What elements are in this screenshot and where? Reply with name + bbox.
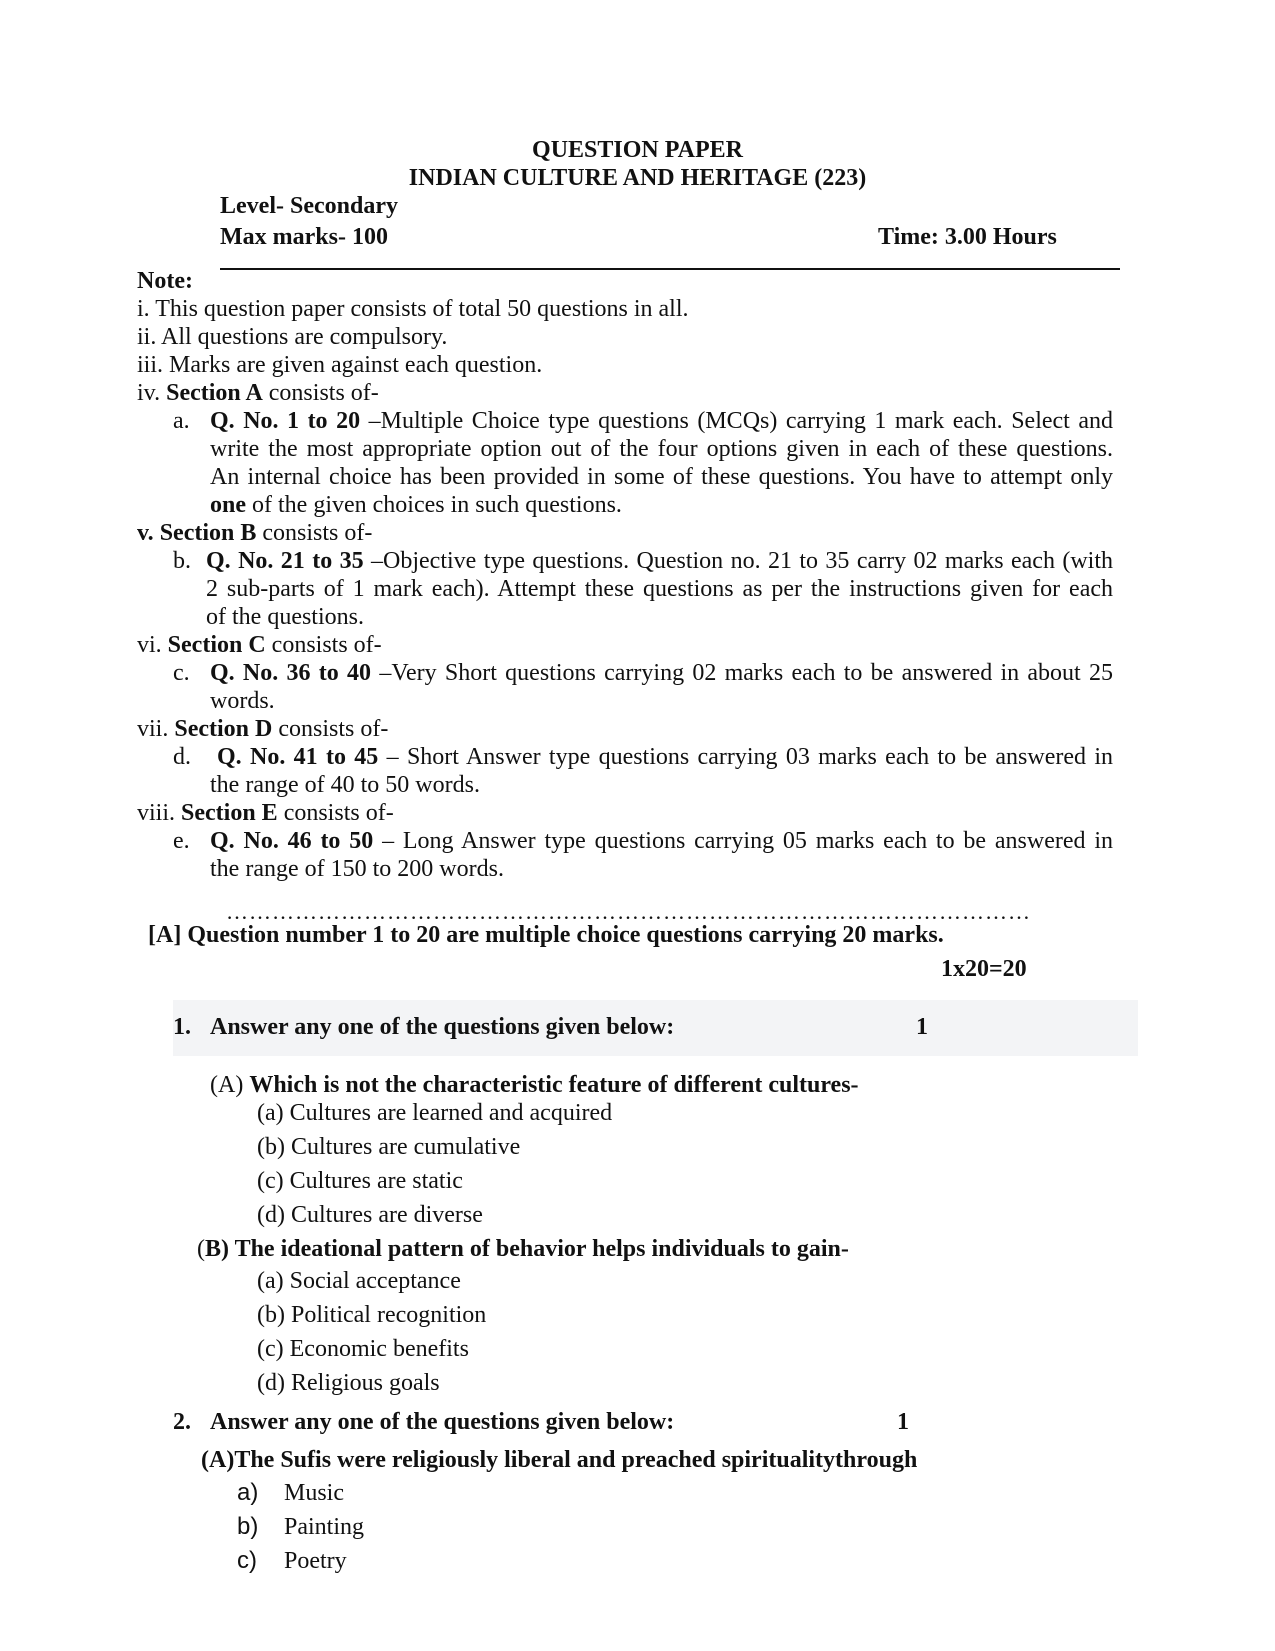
- question-number: 1.: [173, 1014, 191, 1040]
- option: (c) Economic benefits: [257, 1336, 469, 1362]
- paper-subject: INDIAN CULTURE AND HERITAGE (223): [408, 165, 867, 191]
- list-letter: c.: [173, 660, 190, 686]
- note-item: iii. Marks are given against each question.: [137, 352, 543, 378]
- question-part-b: (B) The ideational pattern of behavior helps individuals to gain-: [197, 1236, 849, 1262]
- section-d-desc-line: Q. No. 41 to 45 – Short Answer type questions carrying 03 marks each to be answered in: [217, 744, 1113, 770]
- note-heading: Note:: [137, 268, 193, 294]
- option: (c) Cultures are static: [257, 1168, 463, 1194]
- note-item: i. This question paper consists of total 50 questions in all.: [137, 296, 689, 322]
- option-letter: a): [237, 1479, 259, 1506]
- dotted-divider: ……………………………………………………………………………………………: [226, 899, 1031, 924]
- list-letter: d.: [173, 744, 191, 770]
- paper-title: QUESTION PAPER: [532, 137, 743, 163]
- max-marks-label: Max marks- 100: [220, 224, 388, 250]
- option-letter: b): [237, 1513, 259, 1540]
- option: Music: [284, 1480, 344, 1506]
- option: (a) Social acceptance: [257, 1268, 461, 1294]
- time-label: Time: 3.00 Hours: [878, 224, 1057, 250]
- question-part-a: (A) Which is not the characteristic feature of different cultures-: [210, 1072, 859, 1098]
- option: (a) Cultures are learned and acquired: [257, 1100, 613, 1126]
- question-marks: 1: [897, 1409, 909, 1435]
- section-a-desc-line: write the most appropriate option out of the four options given in each of these questions.: [210, 436, 1113, 462]
- question-part-a: (A)The Sufis were religiously liberal and preached spiritualitythrough: [201, 1447, 918, 1473]
- section-b-desc-line: Q. No. 21 to 35 –Objective type questions. Question no. 21 to 35 carry 02 marks each (with: [206, 548, 1114, 574]
- option: Painting: [284, 1514, 365, 1540]
- option: (d) Religious goals: [257, 1370, 440, 1396]
- option: Poetry: [284, 1548, 347, 1574]
- option: (d) Cultures are diverse: [257, 1202, 483, 1228]
- section-a-desc-line: An internal choice has been provided in some of these questions. You have to attempt only: [210, 464, 1113, 490]
- section-d-note: vii. Section D consists of-: [137, 716, 389, 742]
- question-number: 2.: [173, 1409, 191, 1435]
- section-b-desc-line: of the questions.: [206, 604, 364, 630]
- question-marks: 1: [916, 1014, 928, 1040]
- section-e-desc-line: the range of 150 to 200 words.: [210, 856, 504, 882]
- section-b-note: v. Section B consists of-: [137, 520, 373, 546]
- section-e-desc-line: Q. No. 46 to 50 – Long Answer type questions carrying 05 marks each to be answered in: [210, 828, 1113, 854]
- option: (b) Cultures are cumulative: [257, 1134, 521, 1160]
- section-a-desc-line: one of the given choices in such questions.: [210, 492, 622, 518]
- section-e-note: viii. Section E consists of-: [137, 800, 394, 826]
- section-c-note: vi. Section C consists of-: [137, 632, 382, 658]
- section-c-desc-line: Q. No. 36 to 40 –Very Short questions carrying 02 marks each to be answered in about 25: [210, 660, 1113, 686]
- section-a-heading: [A] Question number 1 to 20 are multiple choice questions carrying 20 marks.: [148, 922, 944, 948]
- section-b-desc-line: 2 sub-parts of 1 mark each). Attempt these questions as per the instructions given for each: [206, 576, 1113, 602]
- section-c-desc-line: words.: [210, 688, 275, 714]
- list-letter: e.: [173, 828, 190, 854]
- question-prompt: Answer any one of the questions given below:: [210, 1014, 675, 1040]
- section-a-marks: 1x20=20: [941, 956, 1027, 982]
- section-d-desc-line: the range of 40 to 50 words.: [210, 772, 480, 798]
- section-a-note: iv. Section A consists of-: [137, 380, 379, 406]
- level-label: Level- Secondary: [220, 193, 398, 219]
- question-prompt: Answer any one of the questions given below:: [210, 1409, 675, 1435]
- list-letter: b.: [173, 548, 191, 574]
- section-a-desc-line: Q. No. 1 to 20 –Multiple Choice type questions (MCQs) carrying 1 mark each. Select and: [210, 408, 1114, 434]
- option-letter: c): [237, 1547, 257, 1574]
- list-letter: a.: [173, 408, 190, 434]
- note-item: ii. All questions are compulsory.: [137, 324, 448, 350]
- header-rule: [220, 268, 1120, 270]
- option: (b) Political recognition: [257, 1302, 487, 1328]
